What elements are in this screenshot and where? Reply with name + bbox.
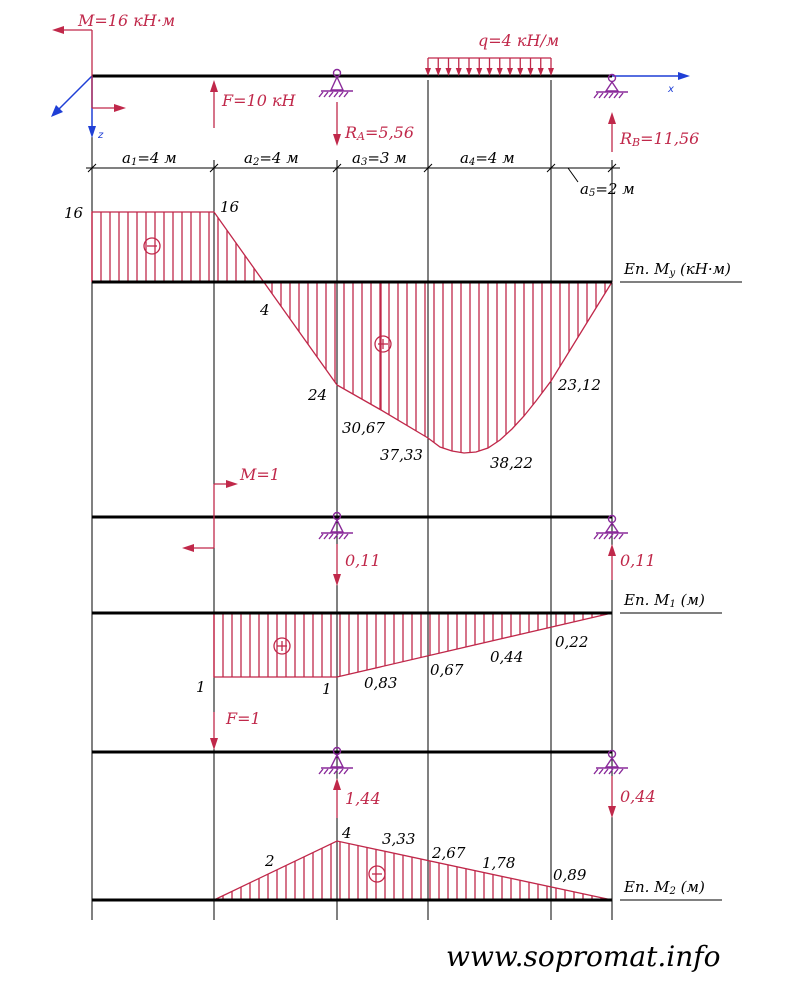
- support-a: [319, 70, 353, 98]
- my-label-37-33: 37,33: [380, 446, 423, 464]
- span-2: a2=4 м: [244, 149, 299, 168]
- reaction-b-sub: B: [632, 136, 641, 149]
- m2-label-3-33: 3,33: [382, 830, 416, 848]
- m1-label-0-44: 0,44: [490, 648, 524, 666]
- support-hatch: [604, 769, 608, 774]
- support-hatch: [339, 92, 343, 97]
- support-hatch: [339, 769, 343, 774]
- site-footer: www.sopromat.info: [446, 940, 721, 973]
- support-hatch: [344, 92, 348, 97]
- applied-force: [210, 80, 297, 128]
- moment-diagram-m1: [92, 591, 722, 698]
- support-hatch: [604, 93, 608, 98]
- support-hatch: [599, 769, 603, 774]
- dimension-line: [86, 149, 635, 199]
- support-hatch: [619, 93, 623, 98]
- support-hatch: [619, 769, 623, 774]
- support-hatch: [329, 92, 333, 97]
- support-hatch: [319, 534, 323, 539]
- m2-label-1-78: 1,78: [482, 854, 516, 872]
- force-label: F=10 кН: [222, 91, 296, 110]
- support-hatch: [594, 93, 598, 98]
- m2-label-4: 4: [342, 824, 352, 842]
- reaction-a-letter: R: [345, 123, 358, 142]
- unit-force-reaction-right: 0,44: [620, 787, 656, 806]
- m2-label-2: 2: [265, 852, 275, 870]
- support-hatch: [614, 534, 618, 539]
- m1-label-0-83: 0,83: [364, 674, 398, 692]
- moment-diagram-hatching: [92, 212, 605, 453]
- span-1: a1=4 м: [122, 149, 177, 168]
- moment-diagram-m2: [92, 824, 722, 900]
- unit-moment-reaction-left: 0,11: [345, 551, 381, 570]
- m1-label-1-left: 1: [196, 678, 206, 696]
- z-axis-label: z: [98, 130, 104, 141]
- support-hatch: [344, 769, 348, 774]
- reaction-a-value: =5,56: [365, 123, 415, 142]
- m2-label-0-89: 0,89: [553, 866, 587, 884]
- support-hatch: [334, 92, 338, 97]
- support-hatch: [324, 92, 328, 97]
- distributed-load-label: q=4 кН/м: [478, 31, 560, 50]
- support-hatch: [329, 534, 333, 539]
- unit-force-label: F=1: [226, 709, 261, 728]
- unit-force-reaction-left: 1,44: [345, 789, 381, 808]
- reaction-b-letter: R: [620, 129, 633, 148]
- moment-diagram-my: [64, 198, 742, 472]
- unit-moment-label: M=1: [240, 465, 280, 484]
- svg-text:RB=11,56: [619, 129, 699, 149]
- support-hatch: [599, 534, 603, 539]
- unit-moment-beam: [92, 465, 656, 586]
- unit-moment-reaction-right: 0,11: [620, 551, 656, 570]
- unit-force-beam: [92, 709, 656, 818]
- reaction-a-sub: A: [357, 130, 365, 143]
- m1-title: Еп. M1 (м): [624, 591, 705, 610]
- reaction-b-value: =11,56: [640, 129, 700, 148]
- span-4: a4=4 м: [460, 149, 515, 168]
- support-hatch: [324, 769, 328, 774]
- my-title: Еп. My (кН·м): [624, 260, 731, 279]
- support-hatch: [339, 534, 343, 539]
- support-hatch: [344, 534, 348, 539]
- m1-label-1-mid: 1: [322, 680, 332, 698]
- svg-text:RA=5,56: [344, 123, 414, 143]
- my-label-16-left: 16: [64, 204, 84, 222]
- span-5: a5=2 м: [580, 180, 635, 199]
- support-hatch: [604, 534, 608, 539]
- support-hatch: [594, 769, 598, 774]
- support-hatch: [329, 769, 333, 774]
- support-hatch: [599, 93, 603, 98]
- my-label-38-22: 38,22: [490, 454, 533, 472]
- support-hatch: [614, 769, 618, 774]
- support-hatch: [614, 93, 618, 98]
- support-hatch: [594, 534, 598, 539]
- my-label-16-right: 16: [220, 198, 240, 216]
- support-hatch: [324, 534, 328, 539]
- m2-title: Еп. M2 (м): [624, 878, 705, 897]
- support-hatch: [319, 769, 323, 774]
- reaction-a: [333, 102, 414, 146]
- x-axis-label: x: [668, 84, 674, 95]
- my-label-30-67: 30,67: [342, 419, 385, 437]
- m2-label-2-67: 2,67: [432, 844, 466, 862]
- m1-label-0-22: 0,22: [555, 633, 589, 651]
- reaction-b: [608, 112, 699, 152]
- support-hatch: [619, 534, 623, 539]
- support-hatch: [319, 92, 323, 97]
- support-b: [594, 75, 628, 99]
- support-hatch: [609, 93, 613, 98]
- distributed-load: [425, 31, 559, 76]
- span-3: a3=3 м: [352, 149, 407, 168]
- my-label-4: 4: [260, 301, 270, 319]
- my-label-23-12: 23,12: [558, 376, 601, 394]
- my-label-24: 24: [308, 386, 328, 404]
- moment-label: M=16 кН·м: [78, 11, 176, 30]
- m1-label-0-67: 0,67: [430, 661, 464, 679]
